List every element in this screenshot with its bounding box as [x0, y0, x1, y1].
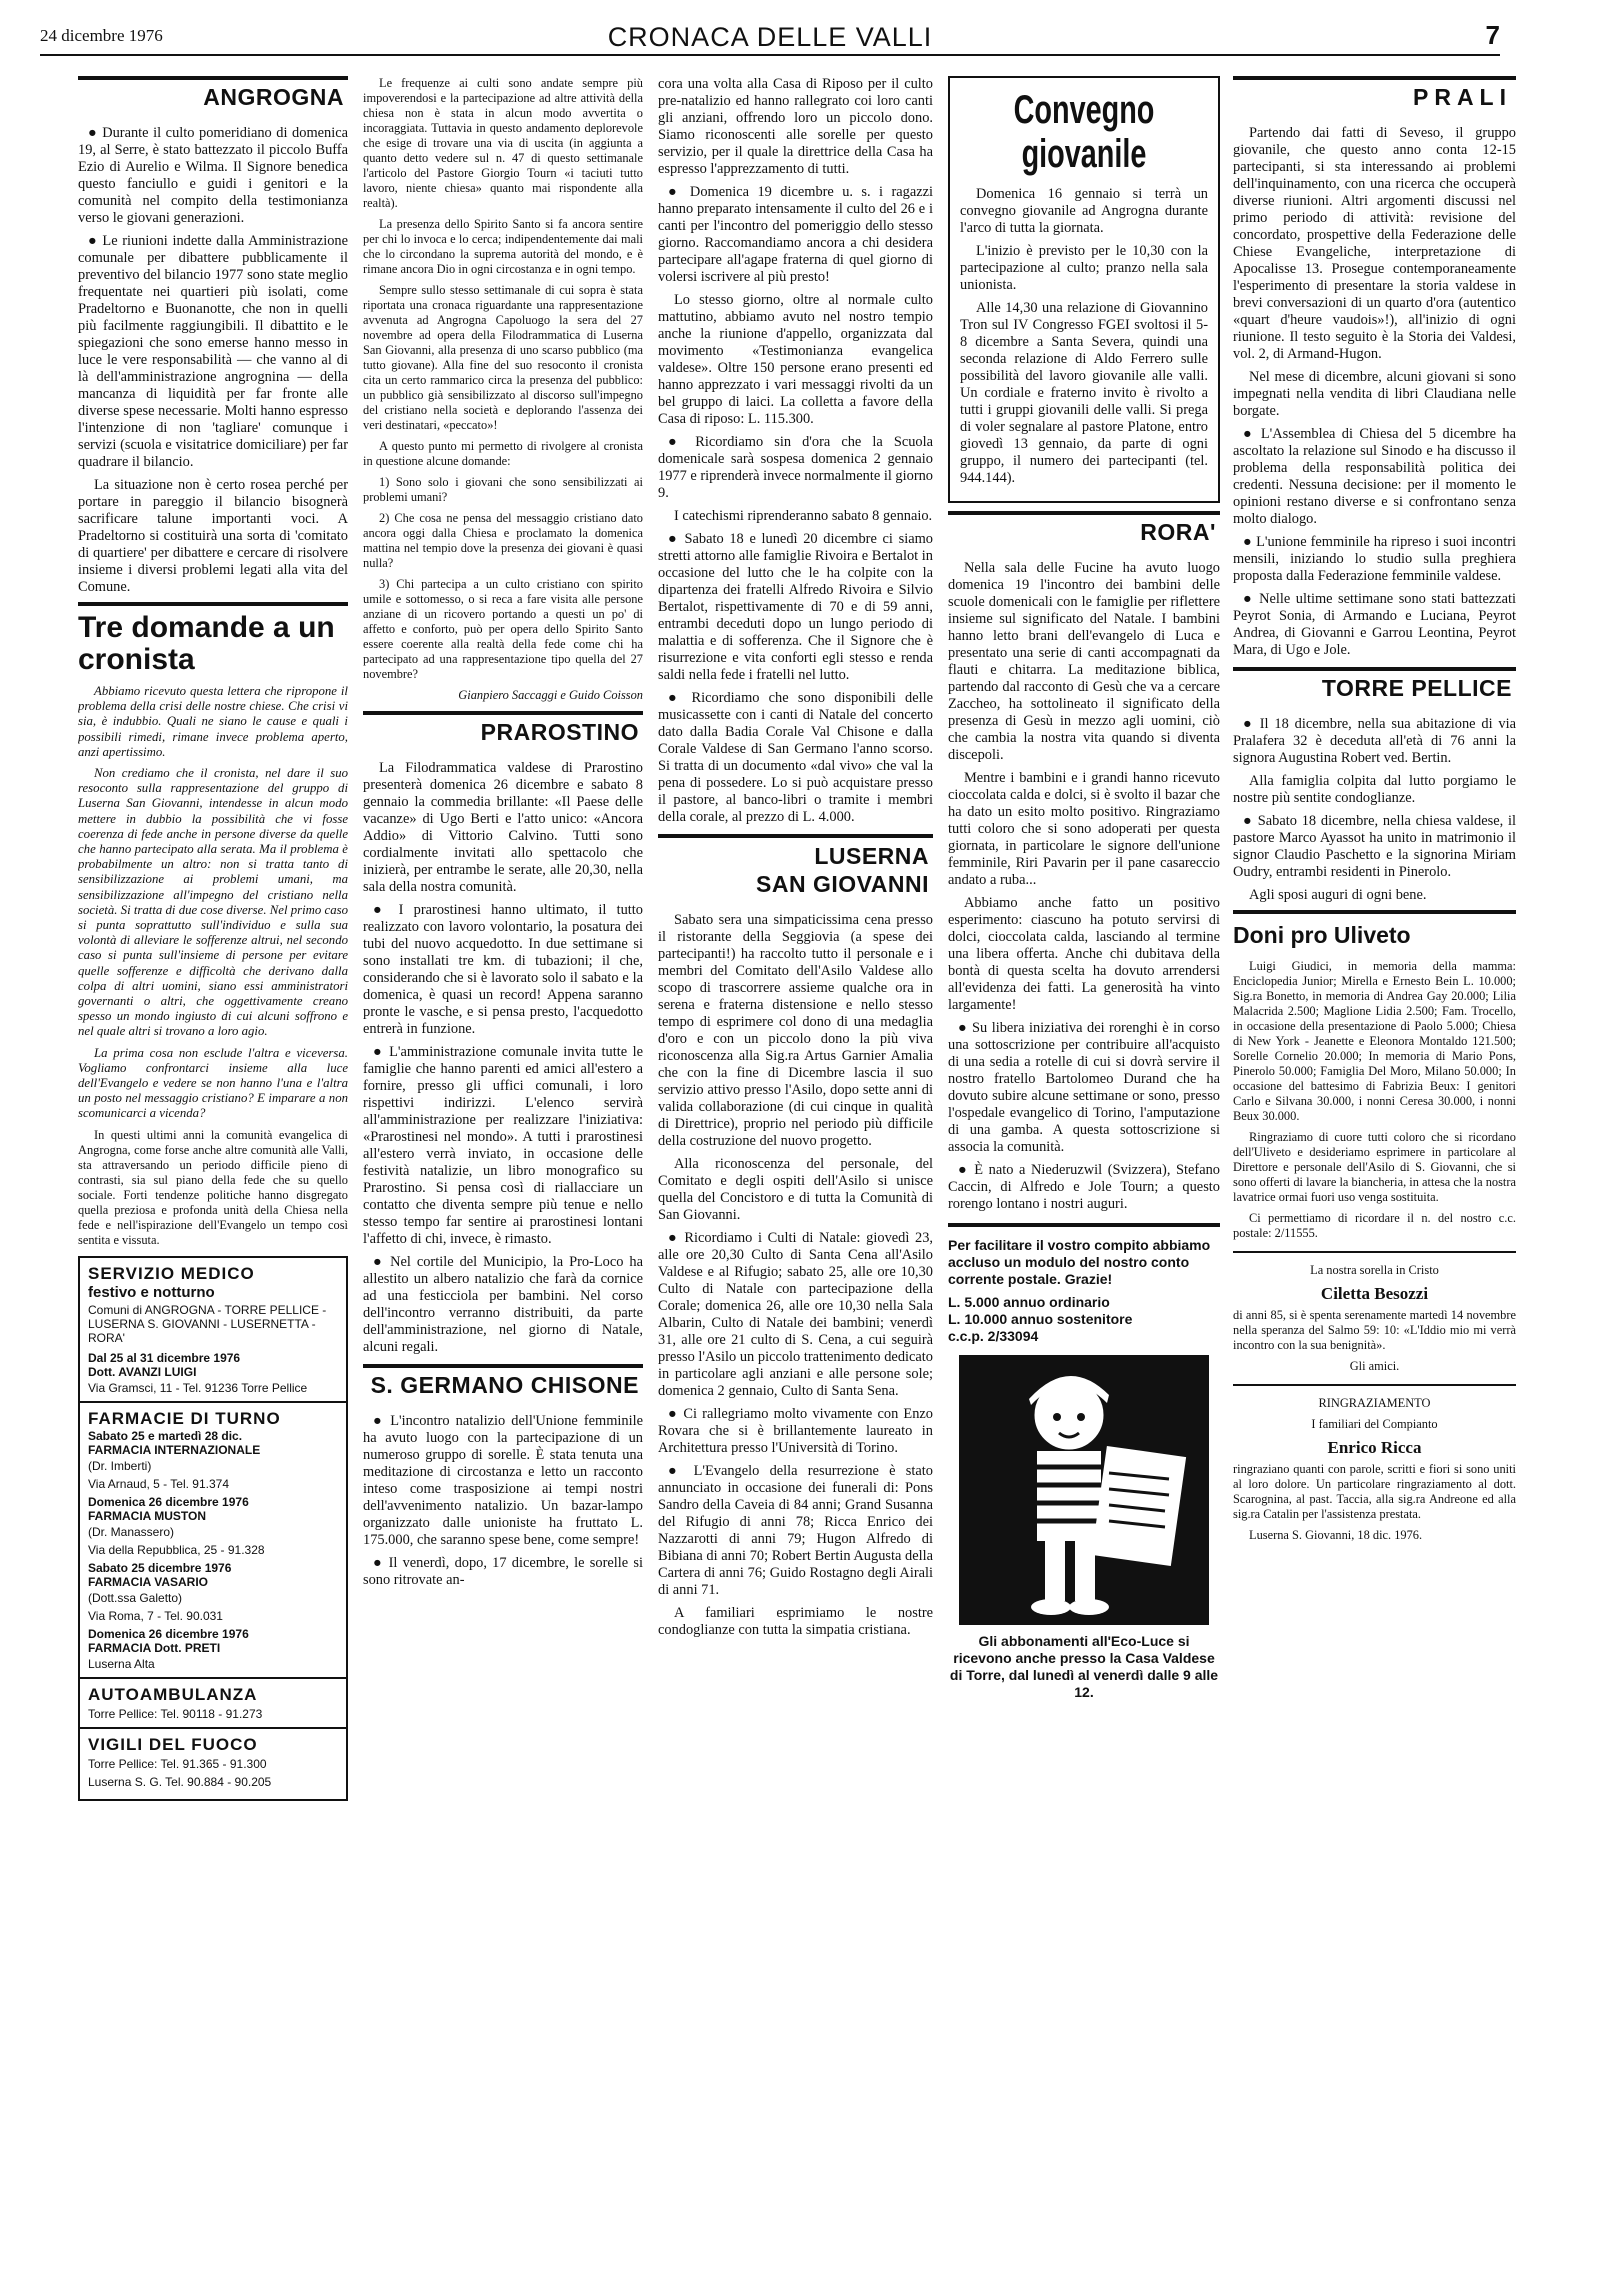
section-prali-title: PRALI: [1233, 76, 1516, 115]
luserna-para: Alla riconoscenza del personale, del Comitato e degli ospiti dell'Asilo si unisce quella del Concistoro e di tutta la Comunità di San Giovanni.: [658, 1156, 933, 1223]
intro-para: La prima cosa non esclude l'altra e viceversa. Vogliamo confrontarci insieme alla luce dell'Evangelo e vedere se non hanno l'una e l'altra un posto nel messaggio cristiano? E imparare a non scomunicarci a vicenda?: [78, 1045, 348, 1121]
luserna-title-line: LUSERNA: [814, 843, 929, 869]
thanks-name: Enrico Ricca: [1327, 1438, 1422, 1457]
column-3: [658, 76, 933, 2276]
sgermano-continued-para: ● Ricordiamo sin d'ora che la Scuola domenicale sarà sospesa domenica 2 gennaio 1977 e riprenderà invece normalmente il giorno 9.: [658, 434, 933, 501]
servizio-title: SERVIZIO MEDICO: [88, 1263, 255, 1283]
doni-para: Luigi Giudici, in memoria della mamma: Enciclopedia Junior; Mirella e Ernesto Bein L. 10.000; Sig.ra Bonetto, in memoria di Andrea Gay 20.000; Lilia Malacrida 2.500; Maglione Lidia 2.500; Fam. Trocello, in occasione della presentazione di Paolo 5.000; Chiesa di New York - Jeanette e Eleonora Montaldo 121.500; Sorelle Cornelio 20.000; In memoria di Mario Pons, Pinerolo 50.000; Famiglia Del Moro, Milano 50.000; In occasione del battesimo di Fabrizia Beux: I genitori Carlo e Silvana 30.000, i nonni Ceresa 30.000, i nonni Beux 30.000.: [1233, 959, 1516, 1123]
thanks-intro: I familiari del Compianto: [1311, 1417, 1438, 1431]
rora-para: ● È nato a Niederuzwil (Svizzera), Stefano Caccin, di Alfredo e Jole Tourn; a questo rorengo lontano i nostri auguri.: [948, 1162, 1220, 1212]
prarostino-para: ● Nel cortile del Municipio, la Pro-Loco ha allestito un albero natalizio che farà da cornice ad una festicciola per bambini. Nel corso dell'incontro verranno distribuiti, da parte dell'amministrazione, nel giorno di Natale, alcuni regali.: [363, 1254, 643, 1355]
convegno-title-line: Convegno: [1013, 88, 1155, 132]
vigili-title: VIGILI DEL FUOCO: [88, 1734, 258, 1754]
luserna-para: ● L'Evangelo della resurrezione è stato annunciato in occasione dei funerali di: Pons Sandro della Caveia di 84 anni; Grand Susanna del Rifugio di anni 78; Ricca Enrico dei Nazzarotti di anni 79; Hugon Alfredo di Bibiana di anni 70; Robert Bertin Augusta della Cartera di anni 76; Guido Rostagno degli Airali di anni 71.: [658, 1463, 933, 1598]
rora-para: Abbiamo anche fatto un positivo esperimento: ciascuno ha potuto servirsi di dolci, cioccolata calda, lasciando al termine una libera offerta. Anche chi dubitava della bontà di questa scelta ha dovuto arrendersi all'evidenza dei fatti. La generosità ha vinto largamente!: [948, 895, 1220, 1013]
farmacia-entry: [88, 1561, 338, 1623]
letter-para: A questo punto mi permetto di rivolgere al cronista in questione alcune domande:: [363, 439, 643, 468]
obituary-text: di anni 85, si è spenta serenamente martedì 14 novembre nella speranza del Salmo 59: 10: «L'Iddio mio mi verrà incontro con la sua benignità».: [1233, 1308, 1516, 1352]
autoambulanza-phone: Torre Pellice: Tel. 90118 - 91.273: [88, 1706, 263, 1721]
vigili-phone-torre: Torre Pellice: Tel. 91.365 - 91.300: [88, 1756, 267, 1771]
farmacia-who: (Dr. Manassero): [88, 1524, 175, 1539]
obituary-name: Ciletta Besozzi: [1320, 1284, 1429, 1303]
masthead: [40, 20, 1500, 56]
torre-para: ● Il 18 dicembre, nella sua abitazione di via Pralafera 32 è deceduta all'età di 76 anni la signora Augustina Robert ved. Bertin.: [1233, 716, 1516, 766]
angrogna-para: ● Durante il culto pomeridiano di domenica 19, al Serre, è stato battezzato il piccolo Buffa Ezio di Aurelio e Wilma. Il Signore benedica questo fanciullo e guidi i genitori e la comunità nel compito della testimonianza verso le giovani generazioni.: [78, 125, 348, 226]
farmacia-name: FARMACIA INTERNAZIONALE: [88, 1442, 261, 1457]
child-reading-icon: [959, 1355, 1209, 1625]
promo-price-supporter: L. 10.000 annuo sostenitore: [948, 1311, 1133, 1327]
sgermano-continued-para: ● Domenica 19 dicembre u. s. i ragazzi hanno preparato intensamente il culto del 26 e i canti per l'incontro del pomeriggio dello stesso giorno. Raccomandiamo ancora a chi desidera partecipare all'agape fraterna di quel giorno di volersi iscrivere al più presto!: [658, 184, 933, 285]
servizio-areas: Comuni di ANGROGNA - TORRE PELLICE - LUSERNA S. GIOVANNI - LUSERNETTA - RORA': [88, 1302, 327, 1345]
subscription-promo: [948, 1237, 1220, 1345]
sgermano-continued-para: I catechismi riprenderanno sabato 8 gennaio.: [674, 508, 933, 524]
convegno-para: Domenica 16 gennaio si terrà un convegno giovanile ad Angrogna durante l'arco di tutta la giornata.: [960, 186, 1208, 236]
prali-para: ● L'Assemblea di Chiesa del 5 dicembre ha ascoltato la relazione sul Sinodo e ha discusso il problema della responsabilità politica dei credenti. Nessuna decisione: per il momento le opinioni restano diverse e si confrontano senza molto dialogo.: [1233, 426, 1516, 527]
thanks-title: RINGRAZIAMENTO: [1318, 1396, 1431, 1410]
angrogna-para: ● Le riunioni indette dalla Amministrazione comunale per dibattere pubblicamente il preventivo del bilancio 1977 sono state meglio frequentate nei quartieri più isolati, come Pradeltorno e Buonanotte, che non in quelli più facilmente raggiungibili. Il dibattito e le spiegazioni che sono emerse hanno messo in luce le vere responsabilità — che vanno al di là dell'amministrazione angrognina — della mancanza di liquidità per far fronte alle diverse spese necessarie. Molti hanno espresso l'intenzione di non 'tagliare' comunque i servizi (scuola e visitatrice domiciliare) per far quadrare il bilancio.: [78, 233, 348, 470]
farmacia-who: (Dott.ssa Galetto): [88, 1590, 183, 1605]
section-torre-title: TORRE PELLICE: [1233, 667, 1516, 706]
reader-illustration: [959, 1355, 1209, 1625]
farmacia-entry: [88, 1627, 338, 1671]
letter-para: La presenza dello Spirito Santo si fa ancora sentire per chi lo invoca e lo cerca; indipendentemente dai mali che lo circondano la suprema autorità del mondo, e è rimane ancora Dio in ogni circostanza e in ogni tempo.: [363, 217, 643, 276]
vigili-phone-luserna: Luserna S. G. Tel. 90.884 - 90.205: [88, 1774, 272, 1789]
letter-para: Le frequenze ai culti sono andate sempre più impoverendosi e la partecipazione ad altre attività della chiesa non è stata in alcun modo avvertita o incoraggiata. Tuttavia in questo andamento deplorevole che esige di trovare una via di uscita (in aggiunta a quanto detto vedere sul n. 47 di questo settimanale l'articolo del Pastore Giorgio Tourn «i taciuti tutto lavoro, niente chiesa» quanto mai rispondente alla realtà).: [363, 76, 643, 210]
section-rora-title: RORA': [948, 511, 1220, 550]
rora-para: Mentre i bambini e i grandi hanno ricevuto cioccolata calda e dolci, si è svolto il bazar che ha dato un esito molto positivo. Ringraziamo tutti coloro che si sono adoperati per questa giornata, in particolare le signore dell'unione femminile, Riri Pavarin per il pane casareccio andato a ruba...: [948, 770, 1220, 888]
letter-para: In questi ultimi anni la comunità evangelica di Angrogna, come forse anche altre comunità alle Valli, sta attraversando un periodo difficile pieno di contrasti, sia sul piano della fede che su quello sociale. Forti tendenze politiche hanno disgregato quella preziosa e profonda unità della Chiesa nella fede e nell'ispirazione dell'Evangelo un tempo così sentita e vissuta.: [78, 1127, 348, 1247]
doni-article: [1233, 959, 1516, 1241]
angrogna-para: La situazione non è certo rosea perché per portare in pareggio il bilancio bisognerà sacrificare talune importanti voci. A Pradeltorno si costituirà una sorta di 'comitato di quartiere' per dibattere e cercare di risolvere insieme i diversi problemi legati alla vita del Comune.: [78, 477, 348, 595]
section-angrogna-title: ANGROGNA: [78, 76, 348, 115]
obituary: [1233, 1263, 1516, 1374]
section-prarostino-title: PRAROSTINO: [363, 711, 643, 750]
convegno-title: [973, 88, 1195, 176]
obituary-from: Gli amici.: [1349, 1359, 1400, 1373]
letter-question: 1) Sono solo i giovani che sono sensibilizzati ai problemi umani?: [363, 475, 643, 504]
newspaper-title: CRONACA DELLE VALLI: [607, 22, 933, 52]
subscription-caption: Gli abbonamenti all'Eco-Luce si ricevono anche presso la Casa Valdese di Torre, dal lunedì al venerdì dalle 9 alle 12.: [949, 1633, 1219, 1700]
servizio-medico-box: [78, 1256, 348, 1801]
column-5: [1233, 76, 1516, 2276]
luserna-para: ● Ricordiamo i Culti di Natale: giovedì 23, alle ore 20,30 Culto di Santa Cena all'Asilo Valdese e al Rifugio; sabato 25, alle ore 10,30 Culto di Natale con partecipazione della Corale; domenica 26, alle ore 10,30 nella Sala Albarin, Culto di Natale dei bambini; venerdì 31, alle ore 21 culto di S. Cena, a cui seguirà presso l'Asilo un piccolo trattenimento dedicato in particolare agli anziani e alle persone sole; domenica 2 gennaio, Culto di Santa Sena.: [658, 1230, 933, 1399]
sgermano-para: ● Il venerdì, dopo, 17 dicembre, le sorelle si sono ritrovate an-: [363, 1555, 643, 1588]
farmacia-name: FARMACIA VASARIO: [88, 1574, 208, 1589]
farmacia-when: Domenica 26 dicembre 1976: [88, 1626, 249, 1641]
doni-para: Ci permettiamo di ricordare il n. del nostro c.c. postale: 2/11555.: [1233, 1211, 1516, 1240]
divider: [1233, 1251, 1516, 1253]
servizio-doctor: Dott. AVANZI LUIGI: [88, 1364, 197, 1379]
farmacia-when: Domenica 26 dicembre 1976: [88, 1494, 249, 1509]
sgermano-continued-para: cora una volta alla Casa di Riposo per il culto pre-natalizio ed hanno rallegrato coi loro canti gli anziani, offrendo loro un piccolo dono. Siamo riconoscenti alle sorelle per questo servizio, per il quale la direttrice della Casa ha espresso l'apprezzamento di tutti.: [658, 76, 933, 177]
prarostino-para: ● I prarostinesi hanno ultimato, il tutto realizzato con lavoro volontario, la posatura dei tubi del nuovo acquedotto. In due settimane si sono installati tre km. di tubazioni; il che, considerando che si è lavorato solo il sabato e la domenica, è quasi un record! Appena saranno pronte le vasche, e si pensa presto, l'acquedotto entrerà in funzione.: [363, 902, 643, 1037]
divider: [1233, 1384, 1516, 1386]
sgermano-para: ● L'incontro natalizio dell'Unione femminile ha avuto luogo con la partecipazione di un numeroso gruppo di sorelle. È stata tenuta una meditazione di circostanza e letto un racconto inteso come trasposizione ai tempi nostri dell'avvenimento natalizio. Un bazar-lampo organizzato dalle unioniste ha fruttato L. 175.000, che saranno spese bene, come sempre!: [363, 1413, 643, 1548]
doni-para: Ringraziamo di cuore tutti coloro che si ricordano dell'Uliveto e desideriamo esprimere in particolare al Direttore e personale dell'Asilo di S. Giovanni, che si sono offerti di lavare la biancheria, in attesa che la nostra lavatrice ormai fuori uso venga sostituita.: [1233, 1130, 1516, 1204]
farmacia-when: Sabato 25 dicembre 1976: [88, 1560, 232, 1575]
farmacia-entry: [88, 1429, 338, 1491]
rora-para: Nella sala delle Fucine ha avuto luogo domenica 19 l'incontro dei bambini delle scuole domenicali con le famiglie per riflettere insieme sul significato del Natale. I bambini hanno letto brani dell'evangelo di Luca e presentato una serie di canti accompagnati da flauti e chitarra. La meditazione biblica, partendo dal racconto di Gesù che va a cercare Zaccheo, ha sottolineato il significato della presenza di Gesù in mezzo agli uomini, ciò che cambia la nostra vita quando si diventa discepoli.: [948, 560, 1220, 763]
farmacia-address: Via Arnaud, 5 - Tel. 91.374: [88, 1476, 229, 1491]
promo-text: Per facilitare il vostro compito abbiamo accluso un modulo del nostro conto corrente postale. Grazie!: [948, 1237, 1211, 1287]
divider: [948, 1223, 1220, 1227]
prarostino-para: ● L'amministrazione comunale invita tutte le famiglie che hanno parenti ed amici all'estero a fornire, presso gli uffici comunali, i loro rispettivi indirizzi. L'elenco servirà all'amministrazione per realizzare l'iniziativa: «Prarostinesi nel mondo». A tutti i prarostinesi all'estero verrà inviato, in occasione delle festività natalizie, un libro monografico su Prarostino. Si pensa così di riallacciare un contatto che diventa sempre più tenue e nello stesso tempo far sentire ai prarostinesi lontani l'affetto di chi, invece, è rimasto.: [363, 1044, 643, 1247]
letter-question: 2) Che cosa ne pensa del messaggio cristiano dato ancora oggi dalla Chiesa e proclamato la domenica mattina nel tempio dove la presenza dei giovani è quasi nulla?: [363, 511, 643, 570]
convegno-para: Alle 14,30 una relazione di Giovannino Tron sul IV Congresso FGEI svoltosi il 5-8 dicembre a Santa Severa, quindi una seconda relazione di Aldo Ferrero sulle possibilità del lavoro giovanile alle valli. Un cordiale e fraterno invito è rivolto a tutti i gruppi giovanili delle valli. Si prega di voler segnalare al pastore Platone, entro giovedì 13 gennaio, da parte di ogni gruppo, il numero dei partecipanti (tel. 944.144).: [960, 300, 1208, 486]
sgermano-continued-para: Lo stesso giorno, oltre al normale culto mattutino, abbiamo avuto nel nostro tempio anche la riunione d'appello, organizzata dal movimento «Testimonianza evangelica valdese». Oltre 150 persone erano presenti ed hanno apprezzato i vari messaggi rivolti da un bel gruppo di laici. La colletta a favore della Casa di riposo: L. 115.300.: [658, 292, 933, 427]
farmacia-name: FARMACIA MUSTON: [88, 1508, 206, 1523]
servizio-subtitle: festivo e notturno: [88, 1283, 215, 1301]
luserna-title-line: SAN GIOVANNI: [756, 871, 929, 897]
prarostino-para: La Filodrammatica valdese di Prarostino presenterà domenica 26 dicembre e sabato 8 gennaio la commedia brillante: «Il Paese delle vacanze» di Ugo Berti e l'atto unico: «Ancora Addio» di Vittorio Calvino. Tutti sono cordialmente invitati allo spettacolo che inizierà, per entrambe le serate, alle 20,30, nella sala della nostra comunità.: [363, 760, 643, 895]
farmacia-entry: [88, 1495, 338, 1557]
column-1: [78, 76, 348, 2276]
convegno-title-line: giovanile: [1021, 132, 1147, 176]
rora-para: ● Su libera iniziativa dei rorenghi è in corso una sottoscrizione per contribuire all'acquisto di una sedia a rotelle di cui si dovrà servire il nostro fratello Bartolomeo Durand che ha dovuto subire alcune settimane or sono, presso l'ospedale evangelico di Torino, l'amputazione di una gamba. A questa sottoscrizione si associa la comunità.: [948, 1020, 1220, 1155]
farmacia-address: Via Roma, 7 - Tel. 90.031: [88, 1608, 223, 1623]
column-2: [363, 76, 643, 2276]
thanks-notice: [1233, 1396, 1516, 1543]
section-luserna-title: [658, 834, 933, 902]
autoambulanza-title: AUTOAMBULANZA: [88, 1684, 258, 1704]
intro-para: Abbiamo ricevuto questa lettera che ripropone il problema della crisi delle nostre chiese. Che crisi vi sia, è indubbio. Quali ne siano le cause e quali i possibili rimedi, rimane invece problema aperto, anzi apertissimo.: [78, 684, 348, 759]
torre-para: Alla famiglia colpita dal lutto porgiamo le nostre più sentite condoglianze.: [1233, 773, 1516, 806]
torre-para: Agli sposi auguri di ogni bene.: [1249, 887, 1427, 903]
letter-question: 3) Chi partecipa a un culto cristiano con spirito umile e sottomesso, o si reca a fare visita alle persone anziane di un ricovero portando a questi un po' di affetto e conforto, può per opera dello Spirito Santo essere coerente alla realtà della fede come chi ha partecipato ad una rappresentazione tipo quella del 27 novembre?: [363, 577, 643, 681]
farmacie-title: FARMACIE DI TURNO: [88, 1408, 281, 1428]
section-sgermano-title: S. GERMANO CHISONE: [363, 1364, 643, 1403]
prali-para: ● Nelle ultime settimane sono stati battezzati Peyrot Sonia, di Armando e Luciana, Peyrot Andrea, di Giovanni e Garrou Leontina, Peyrot Mara, di Ugo e Jole.: [1233, 591, 1516, 658]
intro-para: Non crediamo che il cronista, nel dare il suo resoconto sulla rappresentazione del gruppo di Luserna San Giovanni, intendesse in alcun modo mettere in dubbio la possibilità che vi fosse coerenza di fede anche in persone diverse da quelle che hanno partecipato alla serata. Ma il problema è probabilmente un altro: non si tratta tanto di sensibilizzazione ai problemi umani, ma sensibilizzazione all'impegno del cristiano nella società. Si tratta di due cose diverse. Nel primo caso si punta soprattutto sull'individuo e sulla sua volontà di alleviare le sofferenze altrui, nel secondo caso si punta sull'insieme di persone per evitare quelle sofferenze e difficoltà che derivano dalla colpa di altri uomini, siano essi amministratori governanti o altri, che oggettivamente creano spesso un mondo ingiusto di cui alcuni soffrono e nel quale altri si trovano a loro agio.: [78, 766, 348, 1039]
promo-account: c.c.p. 2/33094: [948, 1328, 1039, 1344]
promo-price-ordinary: L. 5.000 annuo ordinario: [948, 1294, 1110, 1310]
farmacia-when: Sabato 25 e martedì 28 dic.: [88, 1428, 243, 1443]
luserna-para: A familiari esprimiamo le nostre condoglianze con tutta la simpatia cristiana.: [658, 1605, 933, 1638]
convegno-para: L'inizio è previsto per le 10,30 con la partecipazione al culto; pranzo nella sala unionista.: [960, 243, 1208, 293]
letter-signature: Gianpiero Saccaggi e Guido Coisson: [458, 688, 643, 702]
thanks-place-date: Luserna S. Giovanni, 18 dic. 1976.: [1249, 1528, 1423, 1542]
tre-domande-intro: [78, 684, 348, 1122]
letter-para: Sempre sullo stesso settimanale di cui sopra è stata riportata una cronaca riguardante una rappresentazione avvenuta ad Angrogna Capoluogo la sera del 27 novembre ad opera della Filodrammatica di Luserna San Giovanni, alla presenza di uno scarso pubblico (ma tutto giovane). Alla fine del suo resoconto il cronista cita un certo rammarico circa la presenza del pubblico: un pubblico già sensibilizzato al discorso sull'impegno del cristiano nella società e deplorando l'assenza dei veri destinatari, «peccato»!: [363, 283, 643, 432]
letter-start: [78, 1128, 348, 1248]
sgermano-continued-para: ● Ricordiamo che sono disponibili delle musicassette con i canti di Natale del concerto dato dalla Badia Corale Val Chisone e dalla Corale Valdese di San Germano l'anno scorso. Si tratta di un documento «dal vivo» che val la pena di possedere. Lo si può acquistare presso il pastore, al banco-libri o tramite i membri della corale, al prezzo di L. 4.000.: [658, 690, 933, 825]
doni-title: Doni pro Uliveto: [1233, 910, 1516, 949]
servizio-doctor-address: Via Gramsci, 11 - Tel. 91236 Torre Pellice: [88, 1380, 308, 1395]
prali-para: ● L'unione femminile ha ripreso i suoi incontri mensili, iniziando lo studio sulla preghiera proposta dalla Federazione femminile valdese.: [1233, 534, 1516, 584]
obituary-intro: La nostra sorella in Cristo: [1310, 1263, 1439, 1277]
farmacia-who: (Dr. Imberti): [88, 1458, 152, 1473]
tre-domande-title: Tre domande a un cronista: [78, 602, 348, 676]
page-number: 7: [1485, 20, 1500, 50]
thanks-text: ringraziano quanti con parole, scritti e fiori si sono uniti al loro dolore. Un particolare ringraziamento al dott. Scarognina, al past. Taccia, alla sig.ra Andreone ed alla sig.ra Catalin per l'assistenza prestata.: [1233, 1462, 1516, 1521]
sgermano-continued-para: ● Sabato 18 e lunedì 20 dicembre ci siamo stretti attorno alle famiglie Rivoira e Bertalot in occasione del lutto che le ha colpite con la dipartenza dei fratelli Alfredo Rivoira e Silvio Bertalot, rispettivamente di 70 e di 59 anni, entrambi deceduti dopo un lungo periodo di malattia e di sofferenza. Che il Signore che è risurrezione e vita conforti egli stesso e renda saldi nella fede i fratelli nel lutto.: [658, 531, 933, 683]
luserna-para: Sabato sera una simpaticissima cena presso il ristorante della Seggiovia (a spese dei partecipanti!) ha raccolto tutto il personale e i membri del Comitato dell'Asilo Valdese allo scopo di trascorrere assieme qualche ora in serena e fraterna distensione e nello stesso tempo di esprimere col dono di una medaglia d'oro e con un piccolo dono la più viva riconoscenza alla Sig.ra Artus Garnier Amalia che con la fine di Dicembre lascia il suo servizio attivo presso l'Asilo, dopo sette anni di valida collaborazione (di cui cinque in qualità di Direttrice), proprio nel periodo più difficile della costruzione del nuovo progetto.: [658, 912, 933, 1149]
prali-para: Partendo dai fatti di Seveso, il gruppo giovanile, che questo anno conta 12-15 partecipanti, si sta interessando ai problemi dell'inquinamento, con una ricerca che occuperà diverse riunioni. Altri argomenti discussi nel primo periodo di attività: revisione del concordato, prospettive della Federazione delle Chiese Evangeliche, interpretazione di Apocalisse 13. Prosegue contemporaneamente l'esperimento di presentare la storia valdese in brevi conversazioni di un quarto d'ora (autentico «quart d'heure vaudois»!), all'inizio di ogni riunione. Il testo seguito è la Storia dei Valdesi, vol. 2, di Armand-Hugon.: [1233, 125, 1516, 362]
prali-para: Nel mese di dicembre, alcuni giovani si sono impegnati nella vendita di libri Claudiana nelle borgate.: [1233, 369, 1516, 419]
letter-continued: [363, 76, 643, 703]
farmacia-address: Via della Repubblica, 25 - 91.328: [88, 1542, 265, 1557]
angrogna-article: [78, 125, 348, 596]
farmacia-address: Luserna Alta: [88, 1656, 155, 1671]
issue-date: 24 dicembre 1976: [40, 26, 163, 45]
column-4: [948, 76, 1220, 2276]
farmacia-name: FARMACIA Dott. PRETI: [88, 1640, 221, 1655]
torre-para: ● Sabato 18 dicembre, nella chiesa valdese, il pastore Marco Ayassot ha unito in matrimonio il signor Claudio Paschetto e la signorina Miriam Oudry, entrambi residenti in Pinerolo.: [1233, 813, 1516, 880]
luserna-para: ● Ci rallegriamo molto vivamente con Enzo Rovara che si è brillantemente laureato in Architettura presso l'Università di Torino.: [658, 1406, 933, 1456]
servizio-dates: Dal 25 al 31 dicembre 1976: [88, 1350, 241, 1365]
convegno-box: [948, 76, 1220, 503]
